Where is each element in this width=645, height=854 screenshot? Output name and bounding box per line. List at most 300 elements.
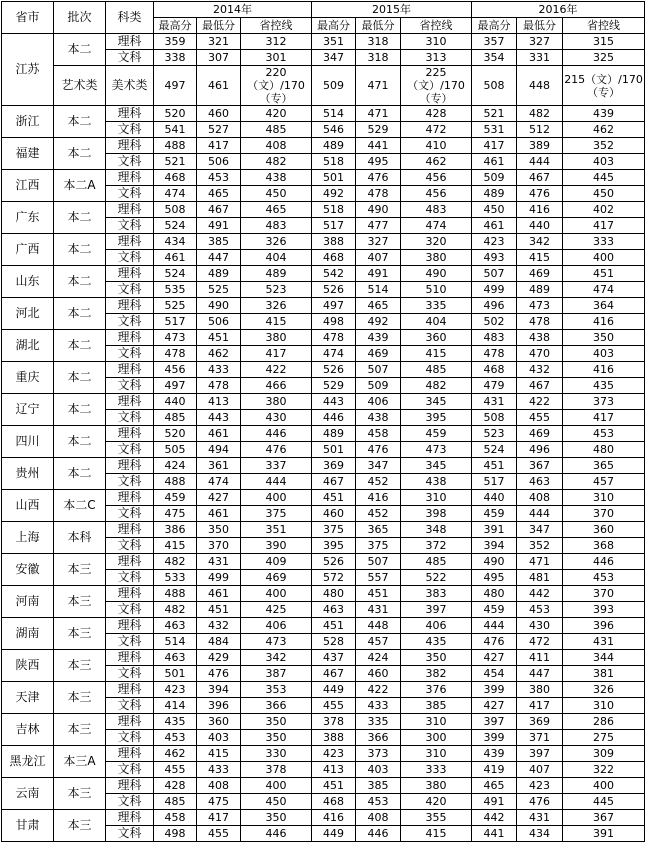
- score-max-2014: 498: [154, 826, 197, 842]
- score-max-2016: 417: [472, 138, 517, 154]
- score-max-2015: 443: [312, 394, 356, 410]
- score-line-2015: 385: [401, 698, 472, 714]
- score-min-2015: 514: [356, 282, 401, 298]
- score-max-2014: 463: [154, 618, 197, 634]
- score-min-2014: 361: [197, 458, 241, 474]
- score-max-2014: 423: [154, 682, 197, 698]
- score-line-2014: 337: [241, 458, 312, 474]
- header-min-2015: 最低分: [356, 18, 401, 34]
- score-line-2016: 416: [563, 314, 645, 330]
- score-max-2014: 485: [154, 794, 197, 810]
- score-min-2014: 527: [197, 122, 241, 138]
- province-cell: 江西: [2, 170, 54, 202]
- score-min-2015: 365: [356, 522, 401, 538]
- score-min-2016: 347: [517, 522, 563, 538]
- score-line-2014: 353: [241, 682, 312, 698]
- score-min-2016: 417: [517, 698, 563, 714]
- score-min-2014: 474: [197, 474, 241, 490]
- score-max-2015: 460: [312, 506, 356, 522]
- province-cell: 河南: [2, 586, 54, 618]
- score-min-2016: 469: [517, 426, 563, 442]
- score-line-2014: 378: [241, 762, 312, 778]
- score-max-2014: 474: [154, 186, 197, 202]
- score-max-2016: 531: [472, 122, 517, 138]
- table-row: [2, 34, 645, 50]
- score-min-2014: 451: [197, 602, 241, 618]
- score-min-2015: 452: [356, 474, 401, 490]
- subject-cell: 文科: [106, 762, 154, 778]
- subject-cell: 文科: [106, 474, 154, 490]
- score-max-2016: 490: [472, 554, 517, 570]
- score-line-2015: 395: [401, 410, 472, 426]
- score-min-2014: 484: [197, 634, 241, 650]
- score-line-2014: 425: [241, 602, 312, 618]
- subject-cell: 理科: [106, 34, 154, 50]
- score-max-2016: 440: [472, 490, 517, 506]
- score-line-2016: 453: [563, 426, 645, 442]
- score-line-2016: 215（文）/170（专）: [563, 66, 645, 106]
- subject-cell: 文科: [106, 250, 154, 266]
- score-min-2014: 443: [197, 410, 241, 426]
- score-max-2015: 468: [312, 250, 356, 266]
- score-max-2014: 497: [154, 66, 197, 106]
- score-max-2016: 507: [472, 266, 517, 282]
- score-min-2014: 370: [197, 538, 241, 554]
- score-min-2015: 529: [356, 122, 401, 138]
- score-min-2014: 467: [197, 202, 241, 218]
- score-line-2016: 333: [563, 234, 645, 250]
- score-line-2016: 326: [563, 682, 645, 698]
- score-line-2015: 225（文）/170（专）: [401, 66, 472, 106]
- score-line-2014: 380: [241, 394, 312, 410]
- score-max-2014: 462: [154, 746, 197, 762]
- score-max-2014: 525: [154, 298, 197, 314]
- score-line-2016: 417: [563, 218, 645, 234]
- score-max-2014: 485: [154, 410, 197, 426]
- score-min-2015: 491: [356, 266, 401, 282]
- score-min-2016: 476: [517, 794, 563, 810]
- score-min-2015: 347: [356, 458, 401, 474]
- score-line-2015: 333: [401, 762, 472, 778]
- score-max-2016: 483: [472, 330, 517, 346]
- subject-cell: 文科: [106, 50, 154, 66]
- province-cell: 云南: [2, 778, 54, 810]
- batch-cell: 本二: [54, 330, 106, 362]
- score-line-2015: 345: [401, 394, 472, 410]
- score-max-2015: 489: [312, 138, 356, 154]
- header-subject: 科类: [106, 2, 154, 34]
- score-max-2016: 521: [472, 106, 517, 122]
- score-line-2014: 408: [241, 138, 312, 154]
- batch-cell: 本二: [54, 394, 106, 426]
- batch-cell: 本二: [54, 106, 106, 138]
- score-min-2014: 447: [197, 250, 241, 266]
- score-line-2016: 286: [563, 714, 645, 730]
- score-line-2015: 372: [401, 538, 472, 554]
- score-min-2015: 490: [356, 202, 401, 218]
- header-year-2014: 2014年: [154, 2, 312, 18]
- score-min-2016: 455: [517, 410, 563, 426]
- header-max-2014: 最高分: [154, 18, 197, 34]
- score-line-2016: 400: [563, 778, 645, 794]
- score-line-2016: 462: [563, 122, 645, 138]
- score-line-2014: 466: [241, 378, 312, 394]
- batch-cell: 本二: [54, 362, 106, 394]
- score-min-2016: 496: [517, 442, 563, 458]
- score-max-2014: 468: [154, 170, 197, 186]
- batch-cell: 本二: [54, 34, 106, 66]
- province-cell: 陕西: [2, 650, 54, 682]
- score-min-2016: 380: [517, 682, 563, 698]
- score-line-2014: 387: [241, 666, 312, 682]
- score-line-2016: 309: [563, 746, 645, 762]
- score-max-2014: 463: [154, 650, 197, 666]
- score-line-2014: 220（文）/170（专）: [241, 66, 312, 106]
- score-line-2014: 446: [241, 826, 312, 842]
- score-line-2014: 400: [241, 778, 312, 794]
- score-max-2014: 359: [154, 34, 197, 50]
- table-row: [2, 234, 645, 250]
- score-min-2016: 473: [517, 298, 563, 314]
- score-max-2016: 391: [472, 522, 517, 538]
- table-row: [2, 170, 645, 186]
- score-max-2016: 399: [472, 682, 517, 698]
- score-line-2015: 335: [401, 298, 472, 314]
- score-max-2016: 394: [472, 538, 517, 554]
- score-max-2016: 427: [472, 698, 517, 714]
- score-min-2016: 367: [517, 458, 563, 474]
- score-min-2016: 331: [517, 50, 563, 66]
- score-line-2015: 406: [401, 618, 472, 634]
- subject-cell: 美术类: [106, 66, 154, 106]
- score-min-2015: 458: [356, 426, 401, 442]
- score-max-2016: 508: [472, 66, 517, 106]
- subject-cell: 理科: [106, 202, 154, 218]
- score-max-2014: 488: [154, 474, 197, 490]
- score-line-2015: 376: [401, 682, 472, 698]
- batch-cell: 本三: [54, 714, 106, 746]
- province-cell: 吉林: [2, 714, 54, 746]
- score-max-2015: 526: [312, 362, 356, 378]
- table-row: [2, 586, 645, 602]
- score-line-2015: 313: [401, 50, 472, 66]
- score-max-2016: 496: [472, 298, 517, 314]
- score-max-2015: 526: [312, 554, 356, 570]
- score-min-2016: 472: [517, 634, 563, 650]
- score-max-2014: 455: [154, 762, 197, 778]
- score-line-2014: 422: [241, 362, 312, 378]
- table-row: [2, 106, 645, 122]
- score-max-2015: 451: [312, 618, 356, 634]
- province-cell: 福建: [2, 138, 54, 170]
- score-max-2014: 520: [154, 106, 197, 122]
- score-min-2015: 509: [356, 378, 401, 394]
- score-min-2014: 461: [197, 66, 241, 106]
- score-line-2016: 396: [563, 618, 645, 634]
- score-line-2014: 420: [241, 106, 312, 122]
- score-min-2015: 446: [356, 826, 401, 842]
- subject-cell: 文科: [106, 634, 154, 650]
- score-max-2015: 437: [312, 650, 356, 666]
- score-line-2016: 310: [563, 698, 645, 714]
- subject-cell: 文科: [106, 442, 154, 458]
- batch-cell: 本二: [54, 458, 106, 490]
- score-line-2014: 438: [241, 170, 312, 186]
- score-max-2015: 446: [312, 410, 356, 426]
- score-min-2016: 411: [517, 650, 563, 666]
- score-max-2016: 502: [472, 314, 517, 330]
- score-max-2014: 456: [154, 362, 197, 378]
- score-max-2014: 415: [154, 538, 197, 554]
- score-min-2015: 469: [356, 346, 401, 362]
- score-line-2014: 312: [241, 34, 312, 50]
- batch-cell: 本三: [54, 618, 106, 650]
- score-min-2014: 461: [197, 586, 241, 602]
- score-max-2014: 501: [154, 666, 197, 682]
- subject-cell: 文科: [106, 730, 154, 746]
- score-line-2014: 380: [241, 330, 312, 346]
- score-max-2016: 431: [472, 394, 517, 410]
- batch-cell: 本三: [54, 554, 106, 586]
- score-max-2015: 501: [312, 442, 356, 458]
- table-row: [2, 554, 645, 570]
- province-cell: 黑龙江: [2, 746, 54, 778]
- score-line-2015: 490: [401, 266, 472, 282]
- score-line-2014: 366: [241, 698, 312, 714]
- score-max-2014: 453: [154, 730, 197, 746]
- score-min-2014: 385: [197, 234, 241, 250]
- score-min-2016: 422: [517, 394, 563, 410]
- score-line-2014: 351: [241, 522, 312, 538]
- score-min-2015: 406: [356, 394, 401, 410]
- score-line-2014: 400: [241, 490, 312, 506]
- subject-cell: 文科: [106, 122, 154, 138]
- subject-cell: 理科: [106, 490, 154, 506]
- score-line-2016: 322: [563, 762, 645, 778]
- score-min-2014: 462: [197, 346, 241, 362]
- score-min-2014: 408: [197, 778, 241, 794]
- province-cell: 湖北: [2, 330, 54, 362]
- score-line-2014: 483: [241, 218, 312, 234]
- score-line-2014: 523: [241, 282, 312, 298]
- subject-cell: 理科: [106, 714, 154, 730]
- score-min-2015: 416: [356, 490, 401, 506]
- score-max-2016: 459: [472, 602, 517, 618]
- score-line-2015: 355: [401, 810, 472, 826]
- score-line-2014: 450: [241, 794, 312, 810]
- score-max-2014: 535: [154, 282, 197, 298]
- score-max-2015: 463: [312, 602, 356, 618]
- score-line-2015: 300: [401, 730, 472, 746]
- batch-cell: 本三: [54, 682, 106, 714]
- score-line-2016: 480: [563, 442, 645, 458]
- score-min-2016: 447: [517, 666, 563, 682]
- subject-cell: 文科: [106, 698, 154, 714]
- score-min-2015: 457: [356, 634, 401, 650]
- score-line-2014: 482: [241, 154, 312, 170]
- score-max-2016: 480: [472, 586, 517, 602]
- score-max-2016: 423: [472, 234, 517, 250]
- score-max-2015: 528: [312, 634, 356, 650]
- score-min-2015: 327: [356, 234, 401, 250]
- score-min-2015: 431: [356, 602, 401, 618]
- score-min-2016: 408: [517, 490, 563, 506]
- province-cell: 辽宁: [2, 394, 54, 426]
- score-min-2015: 451: [356, 586, 401, 602]
- score-min-2014: 433: [197, 762, 241, 778]
- score-max-2016: 450: [472, 202, 517, 218]
- score-max-2016: 459: [472, 506, 517, 522]
- subject-cell: 理科: [106, 778, 154, 794]
- province-cell: 湖南: [2, 618, 54, 650]
- score-min-2016: 423: [517, 778, 563, 794]
- score-min-2014: 491: [197, 218, 241, 234]
- score-max-2015: 489: [312, 426, 356, 442]
- score-max-2015: 378: [312, 714, 356, 730]
- score-max-2016: 439: [472, 746, 517, 762]
- batch-cell: 本二: [54, 298, 106, 330]
- score-max-2014: 440: [154, 394, 197, 410]
- score-min-2016: 371: [517, 730, 563, 746]
- score-max-2015: 480: [312, 586, 356, 602]
- score-max-2014: 541: [154, 122, 197, 138]
- batch-cell: 本二: [54, 234, 106, 266]
- score-max-2016: 524: [472, 442, 517, 458]
- score-line-2016: 373: [563, 394, 645, 410]
- score-line-2016: 310: [563, 490, 645, 506]
- subject-cell: 文科: [106, 218, 154, 234]
- score-line-2015: 473: [401, 442, 472, 458]
- score-min-2015: 433: [356, 698, 401, 714]
- score-max-2015: 347: [312, 50, 356, 66]
- table-row: [2, 66, 645, 106]
- score-max-2016: 493: [472, 250, 517, 266]
- score-min-2014: 403: [197, 730, 241, 746]
- score-max-2016: 499: [472, 282, 517, 298]
- score-min-2014: 494: [197, 442, 241, 458]
- batch-cell: 本二C: [54, 490, 106, 522]
- score-min-2016: 482: [517, 106, 563, 122]
- table-row: [2, 618, 645, 634]
- score-max-2016: 357: [472, 34, 517, 50]
- header-line-2014: 省控线: [241, 18, 312, 34]
- score-line-2015: 380: [401, 778, 472, 794]
- score-min-2015: 318: [356, 34, 401, 50]
- subject-cell: 理科: [106, 330, 154, 346]
- score-max-2016: 427: [472, 650, 517, 666]
- score-line-2016: 275: [563, 730, 645, 746]
- score-max-2014: 533: [154, 570, 197, 586]
- score-line-2015: 397: [401, 602, 472, 618]
- subject-cell: 理科: [106, 746, 154, 762]
- score-line-2015: 428: [401, 106, 472, 122]
- subject-cell: 理科: [106, 586, 154, 602]
- score-min-2016: 369: [517, 714, 563, 730]
- score-max-2014: 524: [154, 218, 197, 234]
- score-min-2015: 465: [356, 298, 401, 314]
- score-max-2016: 442: [472, 810, 517, 826]
- score-line-2014: 409: [241, 554, 312, 570]
- batch-cell: 艺术类: [54, 66, 106, 106]
- score-min-2016: 416: [517, 202, 563, 218]
- score-min-2014: 433: [197, 362, 241, 378]
- score-min-2014: 453: [197, 170, 241, 186]
- score-min-2016: 481: [517, 570, 563, 586]
- score-max-2015: 546: [312, 122, 356, 138]
- score-line-2015: 522: [401, 570, 472, 586]
- header-province: 省市: [2, 2, 54, 34]
- score-min-2014: 489: [197, 266, 241, 282]
- score-line-2015: 485: [401, 362, 472, 378]
- score-min-2015: 438: [356, 410, 401, 426]
- score-min-2015: 453: [356, 794, 401, 810]
- header-max-2016: 最高分: [472, 18, 517, 34]
- score-min-2015: 557: [356, 570, 401, 586]
- score-min-2016: 489: [517, 282, 563, 298]
- score-line-2016: 391: [563, 826, 645, 842]
- province-cell: 甘肃: [2, 810, 54, 842]
- score-min-2016: 463: [517, 474, 563, 490]
- score-min-2015: 495: [356, 154, 401, 170]
- score-max-2015: 451: [312, 778, 356, 794]
- table-row: [2, 298, 645, 314]
- score-min-2014: 465: [197, 186, 241, 202]
- batch-cell: 本三: [54, 778, 106, 810]
- table-row: [2, 426, 645, 442]
- score-max-2016: 419: [472, 762, 517, 778]
- score-min-2015: 366: [356, 730, 401, 746]
- table-row: [2, 714, 645, 730]
- score-min-2016: 444: [517, 506, 563, 522]
- score-min-2016: 469: [517, 266, 563, 282]
- score-line-2014: 417: [241, 346, 312, 362]
- score-max-2014: 482: [154, 554, 197, 570]
- score-line-2015: 482: [401, 378, 472, 394]
- subject-cell: 理科: [106, 234, 154, 250]
- score-line-2015: 310: [401, 714, 472, 730]
- score-max-2015: 369: [312, 458, 356, 474]
- subject-cell: 文科: [106, 506, 154, 522]
- subject-cell: 文科: [106, 410, 154, 426]
- score-max-2014: 458: [154, 810, 197, 826]
- score-min-2015: 335: [356, 714, 401, 730]
- score-min-2016: 431: [517, 810, 563, 826]
- score-min-2015: 403: [356, 762, 401, 778]
- score-max-2015: 501: [312, 170, 356, 186]
- table-row: [2, 490, 645, 506]
- score-max-2014: 478: [154, 346, 197, 362]
- score-max-2016: 468: [472, 362, 517, 378]
- score-max-2014: 505: [154, 442, 197, 458]
- score-max-2014: 497: [154, 378, 197, 394]
- subject-cell: 文科: [106, 538, 154, 554]
- score-line-2016: 370: [563, 586, 645, 602]
- score-line-2015: 310: [401, 746, 472, 762]
- score-max-2016: 441: [472, 826, 517, 842]
- table-row: [2, 810, 645, 826]
- score-line-2015: 456: [401, 186, 472, 202]
- score-max-2016: 495: [472, 570, 517, 586]
- score-min-2015: 477: [356, 218, 401, 234]
- score-line-2015: 398: [401, 506, 472, 522]
- score-line-2016: 344: [563, 650, 645, 666]
- score-min-2014: 525: [197, 282, 241, 298]
- score-max-2015: 526: [312, 282, 356, 298]
- score-max-2014: 488: [154, 586, 197, 602]
- subject-cell: 文科: [106, 186, 154, 202]
- score-max-2014: 428: [154, 778, 197, 794]
- subject-cell: 文科: [106, 794, 154, 810]
